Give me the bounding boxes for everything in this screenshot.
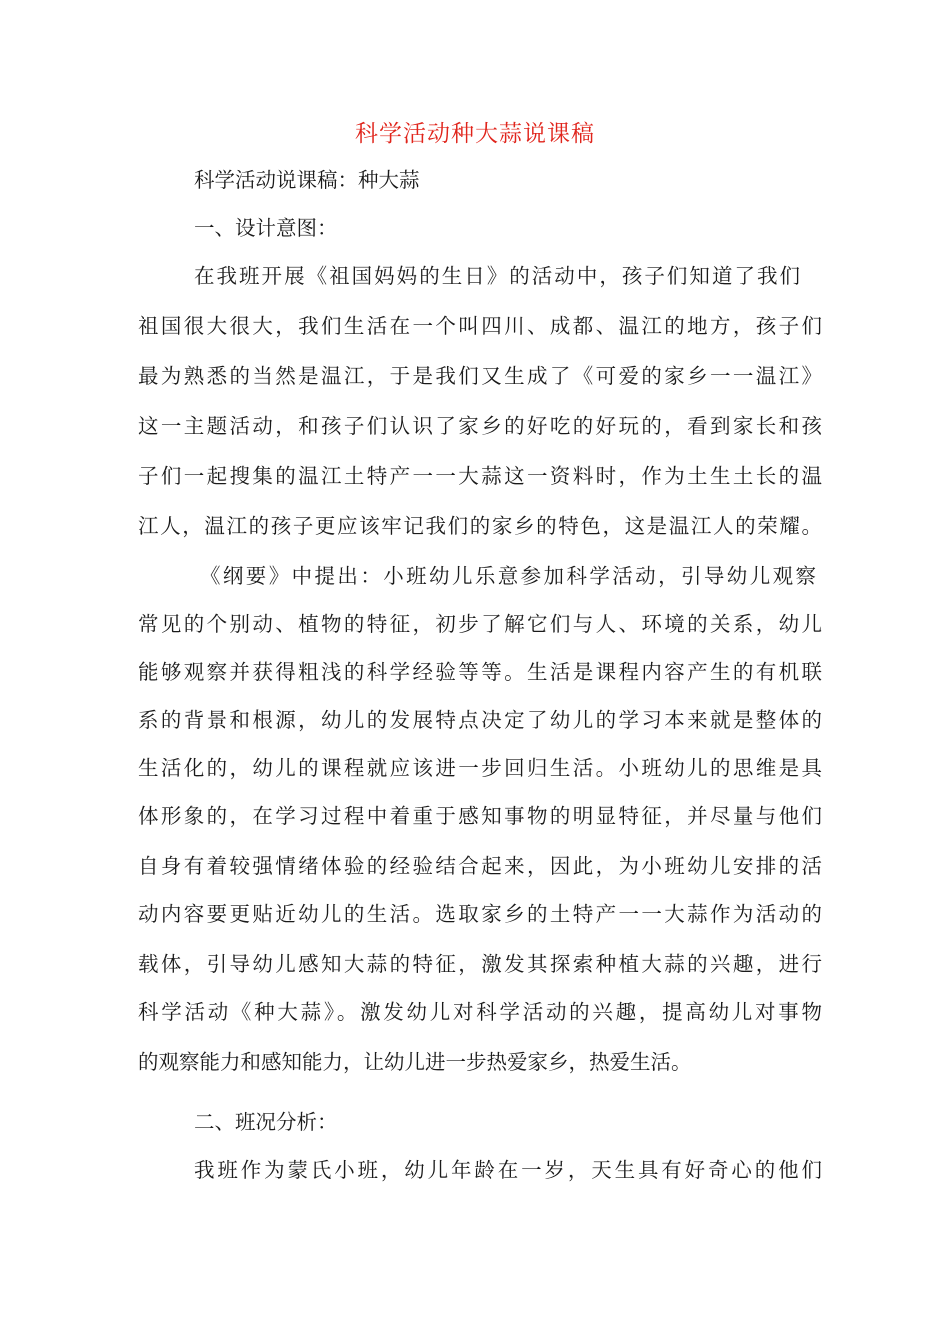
document-title: 科学活动种大蒜说课稿 <box>355 121 595 147</box>
paragraph-line: 系的背景和根源，幼儿的发展特点决定了幼儿的学习本来就是整体的 <box>138 708 822 732</box>
section-heading-class-analysis: 二、班况分析： <box>194 1110 338 1134</box>
paragraph-line: 我班作为蒙氏小班，幼儿年龄在一岁，天生具有好奇心的他们 <box>194 1158 822 1182</box>
paragraph-line: 《纲要》中提出：小班幼儿乐意参加科学活动，引导幼儿观察 <box>200 564 816 588</box>
paragraph-line: 在我班开展《祖国妈妈的生日》的活动中，孩子们知道了我们 <box>194 264 800 288</box>
paragraph-line: 科学活动《种大蒜》。激发幼儿对科学活动的兴趣，提高幼儿对事物 <box>138 1000 822 1024</box>
paragraph-line: 的观察能力和感知能力，让幼儿进一步热爱家乡，热爱生活。 <box>138 1050 692 1074</box>
paragraph-line: 这一主题活动，和孩子们认识了家乡的好吃的好玩的，看到家长和孩 <box>138 414 822 438</box>
section-heading-design-intent: 一、设计意图： <box>194 216 338 240</box>
paragraph-line: 祖国很大很大，我们生活在一个叫四川、成都、温江的地方，孩子们 <box>138 314 822 338</box>
paragraph-line: 能够观察并获得粗浅的科学经验等等。生活是课程内容产生的有机联 <box>138 660 822 684</box>
paragraph-line: 江人，温江的孩子更应该牢记我们的家乡的特色，这是温江人的荣耀。 <box>138 514 822 538</box>
paragraph-line: 生活化的，幼儿的课程就应该进一步回归生活。小班幼儿的思维是具 <box>138 756 822 780</box>
paragraph-line: 自身有着较强情绪体验的经验结合起来，因此，为小班幼儿安排的活 <box>138 854 822 878</box>
paragraph-line: 常见的个别动、植物的特征，初步了解它们与人、环境的关系，幼儿 <box>138 612 822 636</box>
document-subtitle: 科学活动说课稿：种大蒜 <box>194 168 420 192</box>
paragraph-line: 子们一起搜集的温江土特产一一大蒜这一资料时，作为土生土长的温 <box>138 464 822 488</box>
paragraph-line: 动内容要更贴近幼儿的生活。选取家乡的土特产一一大蒜作为活动的 <box>138 902 822 926</box>
paragraph-line: 最为熟悉的当然是温江，于是我们又生成了《可爱的家乡一一温江》 <box>138 364 822 388</box>
paragraph-line: 载体，引导幼儿感知大蒜的特征，激发其探索种植大蒜的兴趣，进行 <box>138 952 822 976</box>
paragraph-line: 体形象的，在学习过程中着重于感知事物的明显特征，并尽量与他们 <box>138 804 822 828</box>
